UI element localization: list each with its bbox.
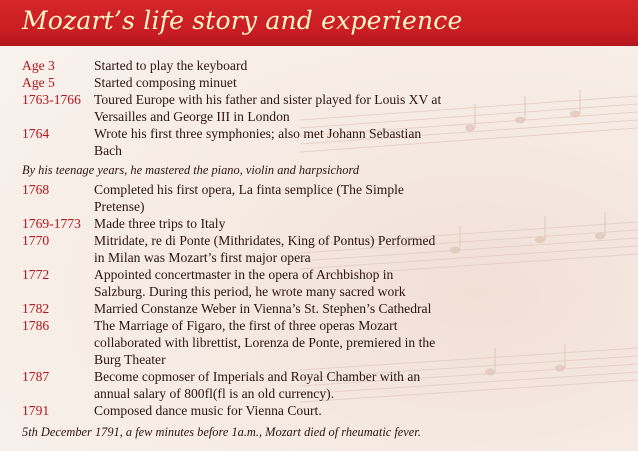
entry-year: Age 5	[22, 75, 55, 90]
timeline-entry	[22, 266, 622, 300]
teen-note: By his teenage years, he mastered the piano, violin and harpsichord	[22, 163, 360, 177]
entry-text: Become copmoser of Imperials and Royal Chamber with an annual salary of 800fl(fl is an old currency).	[94, 369, 421, 401]
entry-text: Composed dance music for Vienna Court.	[94, 403, 322, 418]
timeline-entry	[22, 74, 622, 91]
entry-year: 1763-1766	[22, 92, 81, 107]
entry-text: Appointed concertmaster in the opera of Archbishop in Salzburg. During this period, he wrote many sacred work	[94, 267, 406, 299]
timeline-entry	[22, 57, 622, 74]
title-banner	[0, 0, 638, 46]
entry-text: Married Constanze Weber in Vienna’s St. Stephen’s Cathedral	[94, 301, 432, 316]
timeline-entry	[22, 368, 622, 402]
entry-year: 1769-1773	[22, 216, 81, 231]
entry-year: 1787	[22, 369, 50, 384]
timeline-later	[22, 181, 622, 419]
entry-year: 1772	[22, 267, 50, 282]
entry-year: 1786	[22, 318, 50, 333]
timeline-early	[22, 57, 622, 159]
entry-text: Toured Europe with his father and sister played for Louis XV at Versailles and George III in London	[94, 92, 442, 124]
entry-year: 1791	[22, 403, 50, 418]
timeline	[22, 57, 622, 440]
entry-year: 1770	[22, 233, 50, 248]
timeline-entry	[22, 181, 622, 215]
entry-text: The Marriage of Figaro, the first of three operas Mozart collaborated with librettist, Lorenza de Ponte, premiered in the Burg Theater	[94, 318, 436, 367]
entry-year: 1768	[22, 182, 50, 197]
timeline-entry	[22, 317, 622, 368]
entry-year: 1764	[22, 126, 50, 141]
timeline-entry	[22, 300, 622, 317]
page-title: Mozart’s life story and experience	[22, 6, 463, 35]
death-note: 5th December 1791, a few minutes before 1a.m., Mozart died of rheumatic fever.	[22, 425, 421, 439]
entry-text: Mitridate, re di Ponte (Mithridates, King of Pontus) Performed in Milan was Mozart’s first major opera	[94, 233, 436, 265]
entry-text: Started composing minuet	[94, 75, 237, 90]
timeline-entry	[22, 125, 622, 159]
entry-text: Started to play the keyboard	[94, 58, 248, 73]
timeline-entry	[22, 91, 622, 125]
timeline-entry	[22, 402, 622, 419]
entry-text: Completed his first opera, La finta semplice (The Simple Pretense)	[94, 182, 404, 214]
entry-year: Age 3	[22, 58, 55, 73]
entry-text: Made three trips to Italy	[94, 216, 226, 231]
timeline-entry	[22, 215, 622, 232]
entry-year: 1782	[22, 301, 50, 316]
entry-text: Wrote his first three symphonies; also met Johann Sebastian Bach	[94, 126, 422, 158]
timeline-entry	[22, 232, 622, 266]
